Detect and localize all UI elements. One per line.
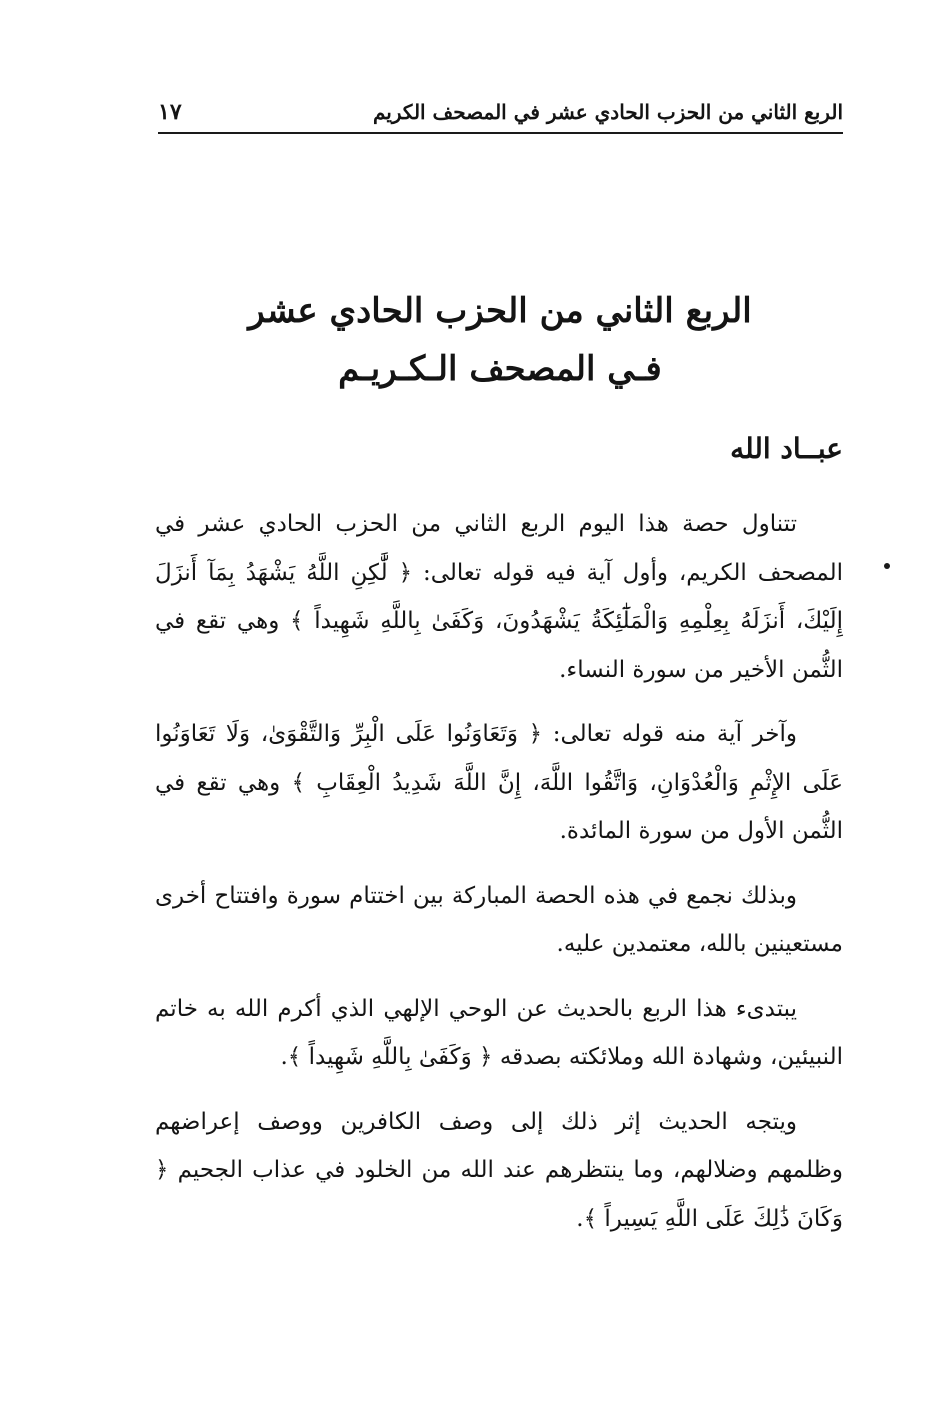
paragraph: تتناول حصة هذا اليوم الربع الثاني من الحزب الحادي عشر في المصحف الكريم، وأول آية فيه قوله تعالى: ﴿ لَّٰكِنِ اللَّهُ يَشْهَدُ بِمَآ أَنزَلَ إِلَيْكَ، أَنزَلَهُ بِعِلْمِهِ وَالْمَلَٰٓئِكَةُ يَشْهَدُونَ، وَكَفَىٰ بِاللَّهِ شَهِيداً ﴾ وهي تقع في الثُّمن الأخير من سورة النساء.: [155, 511, 843, 683]
body-text: [155, 500, 843, 1259]
chapter-title-line-2: فـي المصحف الـكـريـم: [338, 349, 662, 389]
page-number: ١٧: [158, 99, 182, 125]
chapter-title: [150, 282, 850, 398]
paragraph: وبذلك نجمع في هذه الحصة المباركة بين اختتام سورة وافتتاح أخرى مستعينين بالله، معتمدين عليه.: [155, 882, 843, 957]
chapter-title-line-1: الربع الثاني من الحزب الحادي عشر: [248, 291, 752, 331]
paragraph: يبتدىء هذا الربع بالحديث عن الوحي الإلهي الذي أكرم الله به خاتم النبيئين، وشهادة الله وملائكته بصدقه ﴿ وَكَفَىٰ بِاللَّهِ شَهِيداً ﴾.: [155, 995, 843, 1070]
running-header: [158, 92, 843, 134]
section-heading: عبــاد الله: [730, 432, 843, 465]
paragraph: ويتجه الحديث إثر ذلك إلى وصف الكافرين ووصف إعراضهم وظلمهم وضلالهم، وما ينتظرهم عند الله من الخلود في عذاب الجحيم ﴿ وَكَانَ ذَٰلِكَ عَلَى اللَّهِ يَسِيراً ﴾.: [155, 1108, 843, 1232]
running-title: الربع الثاني من الحزب الحادي عشر في المصحف الكريم: [372, 100, 843, 124]
margin-dot-mark: [884, 563, 890, 569]
paragraph: وآخر آية منه قوله تعالى: ﴿ وَتَعَاوَنُوا عَلَى الْبِرِّ وَالتَّقْوَىٰ، وَلَا تَعَاوَنُوا عَلَى الإِثْمِ وَالْعُدْوَانِ، وَاتَّقُوا اللَّهَ، إِنَّ اللَّهَ شَدِيدُ الْعِقَابِ ﴾ وهي تقع في الثُّمن الأول من سورة المائدة.: [155, 721, 843, 844]
